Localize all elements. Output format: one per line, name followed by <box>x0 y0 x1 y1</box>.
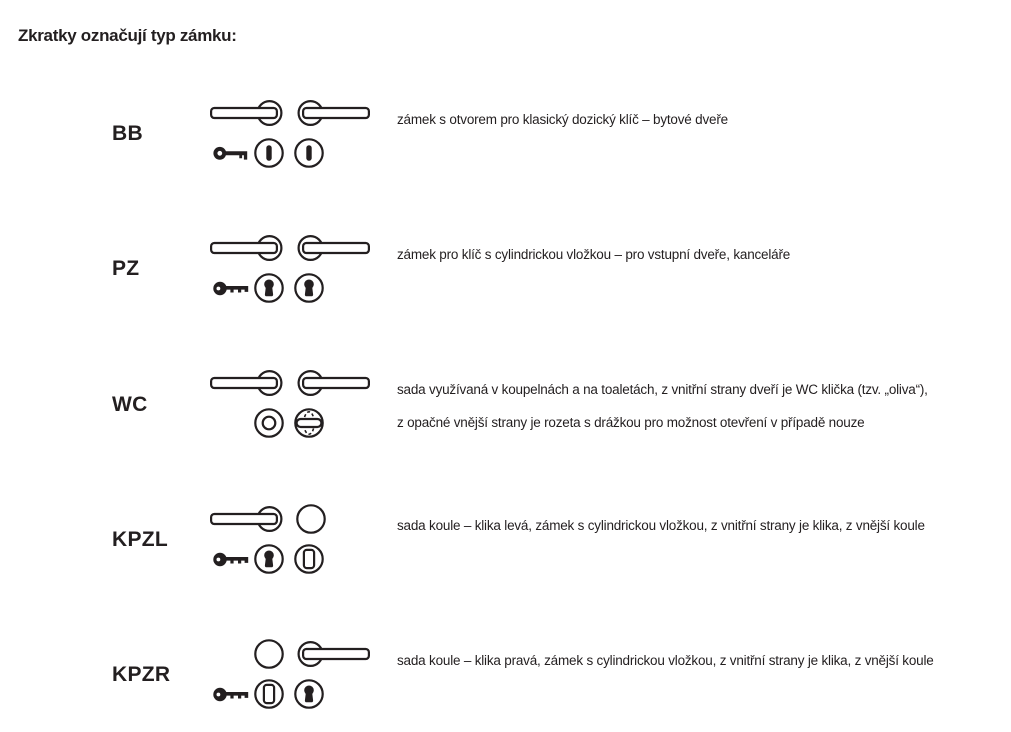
knob-cell <box>296 506 370 532</box>
handle-icons <box>210 370 370 396</box>
pz-cylinder-rosette-icon <box>294 679 324 709</box>
lock-rosette-icons <box>210 138 370 168</box>
lever-handle-right-icon <box>296 235 370 261</box>
lock-type-row-pz <box>0 235 1011 303</box>
bb-keyhole-rosette-icon <box>294 138 324 168</box>
lock-type-description <box>397 506 925 542</box>
description-line: sada využívaná v koupelnách a na toaletách, z vnitřní strany dveří je WC klička (tzv. „oliva“), <box>397 382 928 397</box>
lever-handle-left-icon <box>210 235 284 261</box>
key-cell <box>210 279 254 297</box>
lock-rosette-icons <box>210 679 370 709</box>
classic-bit-key-icon <box>213 144 249 162</box>
lock-type-description <box>397 235 790 271</box>
lock-rosette-icons <box>210 273 370 303</box>
cylinder-key-icon <box>213 550 249 568</box>
handle-icons <box>210 100 370 126</box>
description-line: zámek s otvorem pro klasický dozický klíč – bytové dveře <box>397 112 728 127</box>
lock-rosette-icons <box>210 408 370 438</box>
pz-cylinder-rosette-icon <box>254 273 284 303</box>
lever-handle-left-icon <box>210 100 284 126</box>
lock-type-description <box>397 641 934 677</box>
key-cell <box>210 685 254 703</box>
lock-type-code: WC <box>112 392 148 416</box>
lock-type-row-kpzr <box>0 641 1011 709</box>
wc-oliva-rosette-icon <box>294 408 324 438</box>
lock-type-code: KPZL <box>112 528 169 551</box>
lock-icon-set <box>210 100 370 168</box>
lock-type-rows <box>0 100 1011 709</box>
cylinder-key-icon <box>213 279 249 297</box>
lock-type-row-wc <box>0 370 1011 439</box>
lock-rosette-icons <box>210 544 370 574</box>
lever-handle-left-icon <box>210 370 284 396</box>
lever-handle-right-icon <box>296 100 370 126</box>
lock-icon-set <box>210 370 370 438</box>
page-title: Zkratky označují typ zámku: <box>18 26 237 45</box>
lock-icon-set <box>210 506 370 574</box>
description-line: z opačné vnější strany je rozeta s drážkou pro možnost otevření v případě nouze <box>397 415 865 430</box>
lock-icon-set <box>210 641 370 709</box>
ball-knob-icon <box>296 504 326 534</box>
handle-icons <box>210 641 370 667</box>
lock-icon-set <box>210 235 370 303</box>
lever-handle-left-icon <box>210 506 284 532</box>
lock-type-description <box>397 370 928 439</box>
description-line: zámek pro klíč s cylindrickou vložkou – pro vstupní dveře, kanceláře <box>397 247 791 262</box>
groove-rosette-icon <box>254 408 284 438</box>
pz-cylinder-rosette-icon <box>254 544 284 574</box>
handle-icons <box>210 235 370 261</box>
lock-type-row-bb <box>0 100 1011 168</box>
bb-keyhole-rosette-icon <box>254 138 284 168</box>
knob-cell <box>210 641 284 667</box>
lock-type-code: KPZR <box>112 663 171 686</box>
ball-knob-icon <box>254 639 284 669</box>
blind-rosette-icon <box>294 544 324 574</box>
lock-type-code: BB <box>112 122 143 145</box>
key-cell <box>210 144 254 162</box>
blind-rosette-icon <box>254 679 284 709</box>
lock-type-row-kpzl <box>0 506 1011 574</box>
lock-type-code: PZ <box>112 257 140 280</box>
cylinder-key-icon <box>213 685 249 703</box>
pz-cylinder-rosette-icon <box>294 273 324 303</box>
lever-handle-right-icon <box>296 370 370 396</box>
handle-icons <box>210 506 370 532</box>
description-line: sada koule – klika pravá, zámek s cylindrickou vložkou, z vnitřní strany je klika, z vnější koule <box>397 653 934 668</box>
lock-type-description <box>397 100 728 136</box>
key-cell <box>210 550 254 568</box>
lever-handle-right-icon <box>296 641 370 667</box>
description-line: sada koule – klika levá, zámek s cylindrickou vložkou, z vnitřní strany je klika, z vnější koule <box>397 518 925 533</box>
